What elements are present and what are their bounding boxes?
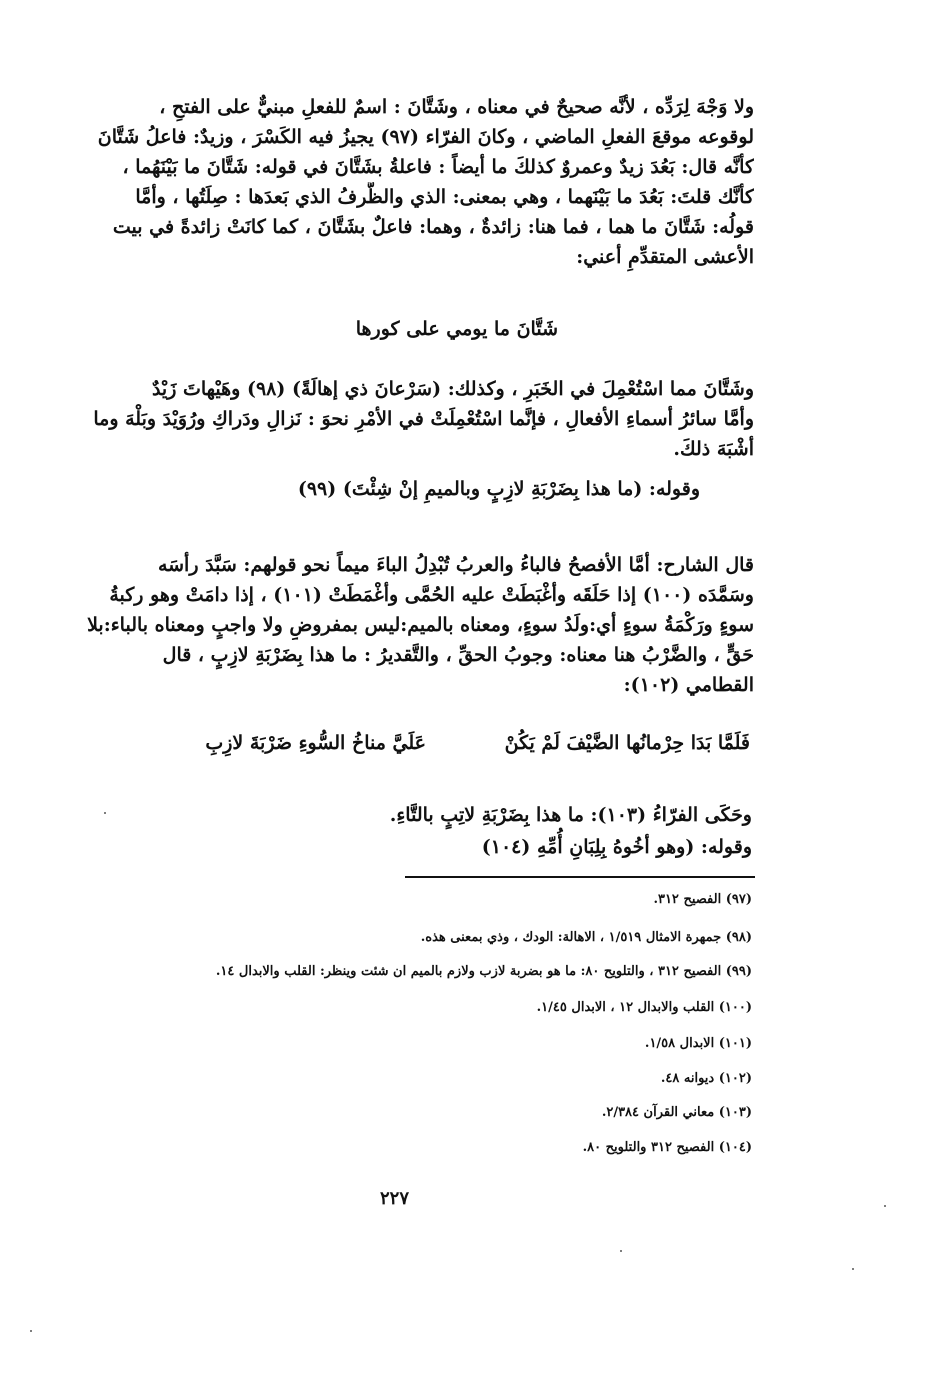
text-line: قال الشارح: أمَّا الأفصحُ فالباءُ والعربُ تُبْدِلُ الباءَ ميماً نحو قولهم: سَبَّدَ رأسَه [157, 554, 754, 576]
verse-hemistich-2: عَلَيَّ مناخُ السُّوءِ ضَرْبَةَ لازِبِ [205, 732, 426, 754]
verse-hemistich-1: فَلَمَّا بَدَا حِرْمانُها الضَّيْفَ لَمْ يَكُنْ [504, 732, 750, 754]
paragraph-3 [78, 550, 754, 700]
footnote-separator [405, 876, 755, 878]
quoted-line: وقوله: (ما هذا بِضَرْبَةِ لازِبٍ وبالميمِ إنْ شِئْتَ) (٩٩) [297, 478, 700, 500]
paragraph-1 [78, 92, 754, 272]
text-line: قولُه: شَتَّانَ ما هما ، فما هنا: زائدةٌ ، وهما: فاعلٌ بشَتَّانَ ، كما كانَتْ زائدةً في بيت [112, 216, 754, 238]
footnote: (١٠١) الابدال ١/٥٨. [644, 1036, 752, 1051]
footnote: (١٠٢) ديوانه ٤٨. [660, 1071, 752, 1086]
text-line: وأمَّا سائرُ أسماءِ الأفعالِ ، فإنَّما اسْتُعْمِلَتْ في الأمْرِ نحوَ : نَزالِ ودَراكِ ورُوَيْدَ وبَلْهَ وما [93, 408, 754, 430]
footnote: (٩٨) جمهرة الامثال ١/٥١٩ ، الاهالة: الودك ، وذي بمعنى هذه. [420, 930, 752, 945]
closing-line: وحَكَى الفرّاءُ (١٠٣): ما هذا بِضَرْبَةِ لاتِبٍ بالتَّاءِ. [389, 804, 752, 826]
footnote: (٩٩) الفصيح ٣١٢ ، والتلويح ٨٠: ما هو بضربة لازب ولازم بالميم ان شئت وينظر: القلب والابدال ١٤. [215, 964, 752, 979]
footnote: (١٠٠) القلب والابدال ١٢ ، الابدال ١/٤٥. [536, 1000, 752, 1015]
scan-speck [852, 1268, 854, 1270]
text-line: حَقٍّ ، والضَّرْبُ هنا معناه: وجوبُ الحقِّ ، والتَّقديرُ : ما هذا بِضَرْبَةِ لازِبٍ ، قال [162, 644, 754, 666]
text-line: وسَمَّدَه (١٠٠) إذا حَلَقَه وأغْبَطَتْ عليه الحُمَّى وأغْمَطَتْ (١٠١) ، إذا دامَتْ وهو ركبةُ [109, 584, 754, 606]
scan-speck [884, 1205, 886, 1207]
page-number: ٢٢٧ [380, 1188, 410, 1209]
verse-line: شَتَّانَ ما يومي على كورها [355, 318, 558, 340]
footnote: (٩٧) الفصيح ٣١٢. [653, 892, 752, 907]
scan-speck [620, 1250, 622, 1252]
paragraph-2 [78, 374, 754, 464]
footnote: (١٠٤) الفصيح ٣١٢ والتلويح ٨٠. [582, 1140, 752, 1155]
text-line: لوقوعه موقعَ الفعلِ الماضي ، وكانَ الفرّاء (٩٧) يجيزُ فيه الكَسْرَ ، وزيدٌ: فاعلُ شَتَّانَ [97, 126, 754, 148]
footnote: (١٠٣) معاني القرآن ٢/٣٨٤. [601, 1105, 752, 1120]
text-line: ولا وَجْهَ لِرَدِّه ، لأنَّه صحيحٌ في معناه ، وشَتَّانَ : اسمٌ للفعلِ مبنيٌّ على الفتحِ ، [159, 96, 754, 118]
closing-line: وقوله: (وهو أخُوهُ بِلِبَانِ أُمِّهِ (١٠٤) [481, 836, 752, 858]
text-line: سوءٍ ورَكْمَةُ سوءٍ أي:ولَدُ سوءٍ، ومعناه بالميم:ليس بمفروضٍ ولا واجبٍ ومعناه بالباء:بلا [87, 614, 754, 636]
text-line: أشْبَهَ ذلكَ. [673, 438, 754, 460]
text-line: القطامي (١٠٢): [623, 674, 754, 696]
text-line: الأعشى المتقدِّمِ أعني: [576, 246, 754, 268]
scan-speck [104, 812, 106, 814]
text-line: كأنَّك قلتَ: بَعُدَ ما بَيْنَهما ، وهي بمعنى: الذي والظَّرفُ الذي بَعدَها : صِلَتُها ، وأمَّا [135, 186, 754, 208]
text-line: كأنَّه قال: بَعُدَ زيدٌ وعمروٌ كذلكَ ما أيضاً : فاعلةُ بشَتَّانَ في قوله: شَتَّانَ ما بَيْنَهُما ، [122, 156, 754, 178]
scan-speck [30, 1330, 32, 1332]
text-line: وشَتَّانَ مما اسْتُعْمِلَ في الخَبَرِ ، وكذلك: (سَرْعانَ ذي إهالَةً) (٩٨) وهَيْهاتَ زَيْدٌ [151, 378, 754, 400]
